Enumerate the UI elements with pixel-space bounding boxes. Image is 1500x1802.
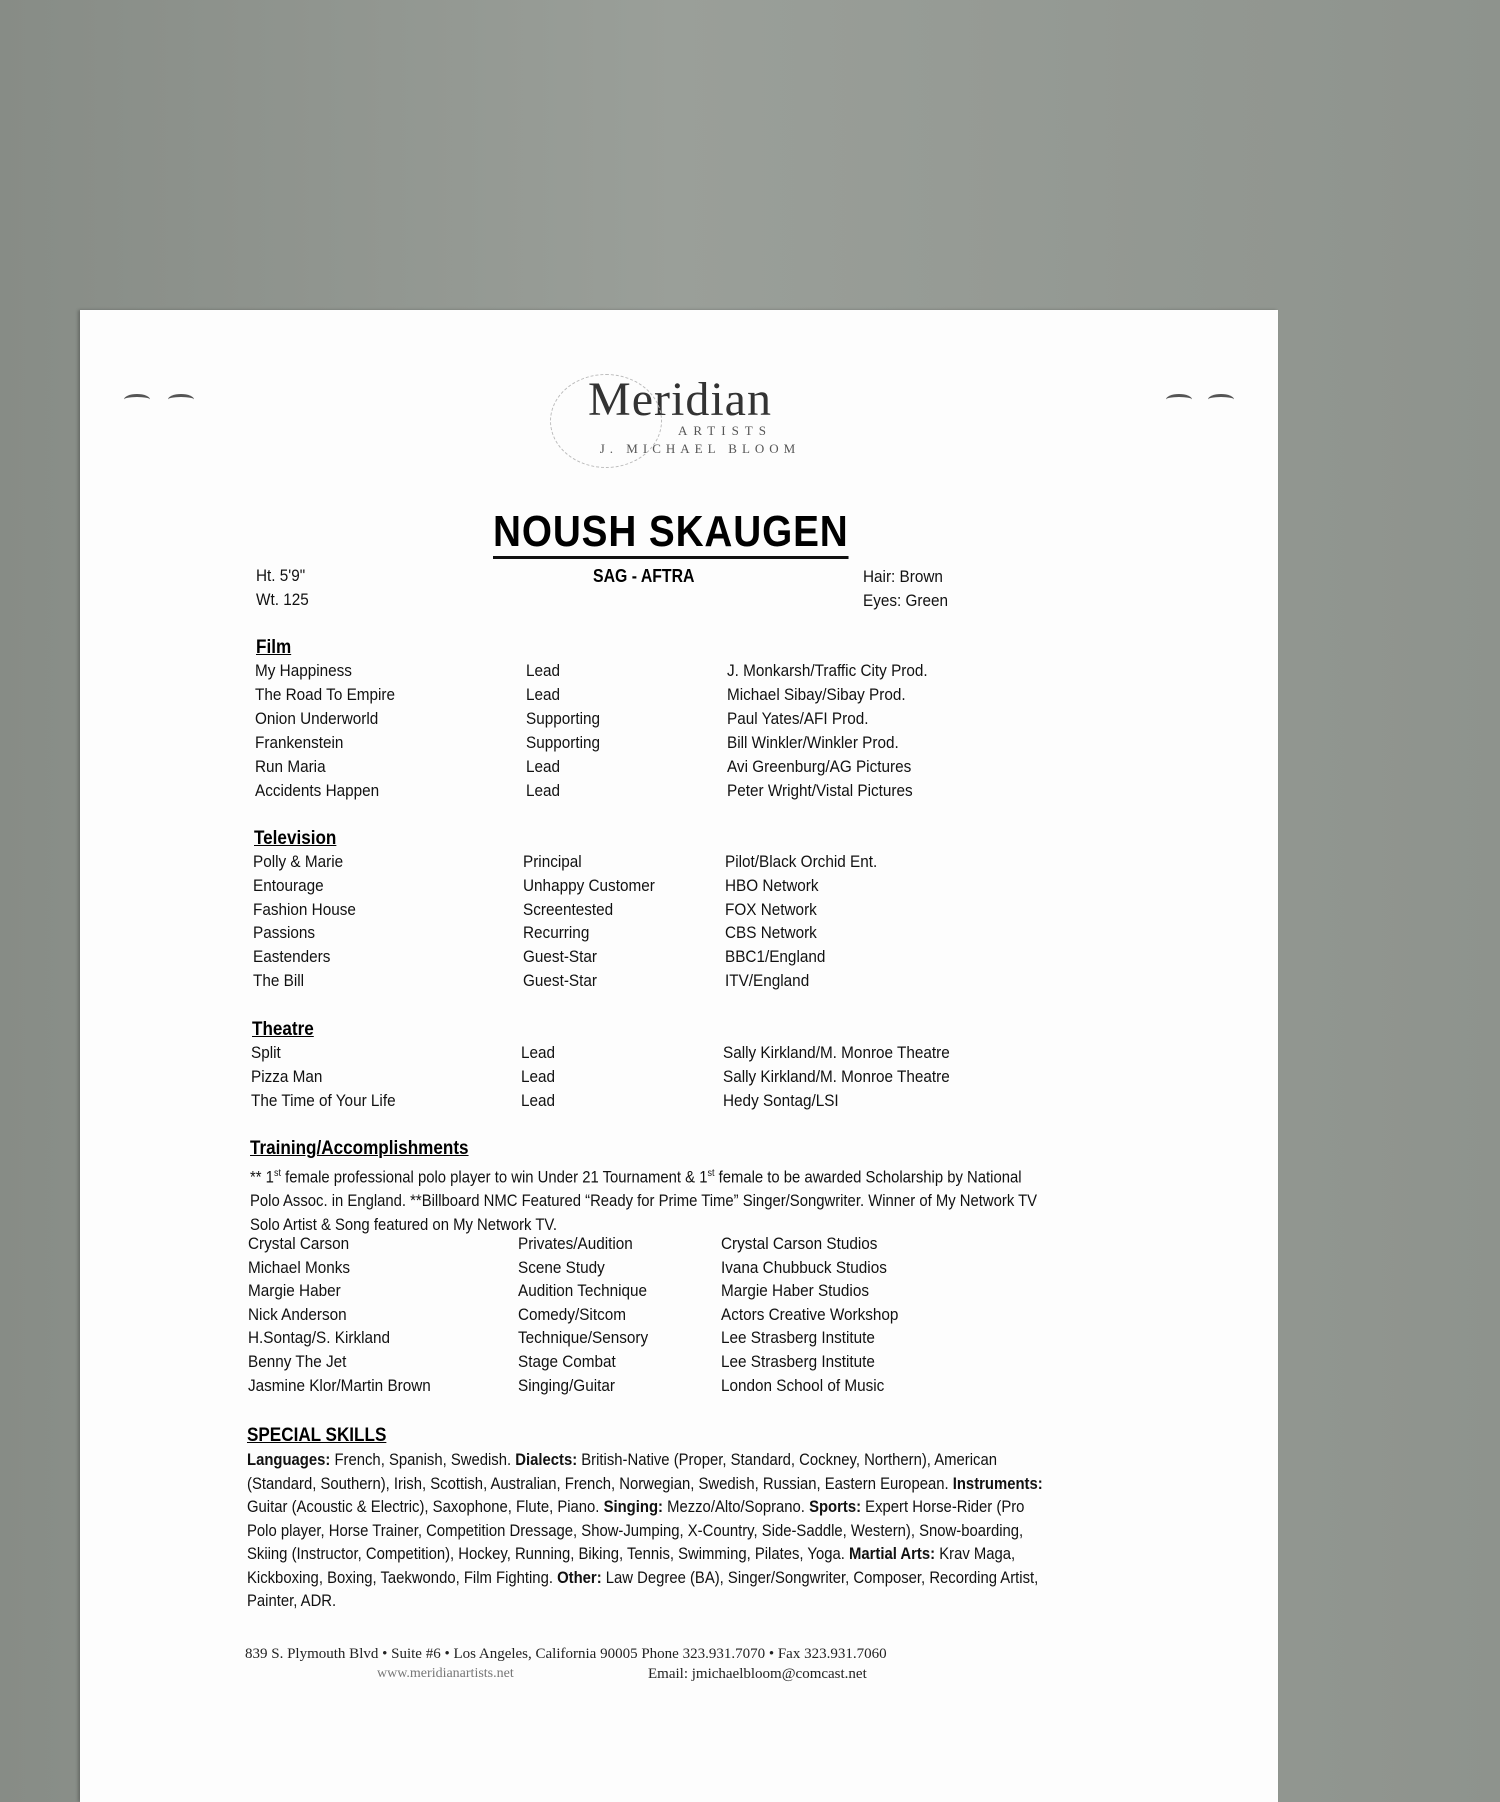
skills-paragraph: Languages: French, Spanish, Swedish. Dialects: British-Native (Proper, Standard, Cockney, Northern), American (Standard, Southern), Irish, Scottish, Australian, French, Norwegian, Swedish, Russian, Eastern European. Instruments: Guitar (Acoustic & Electric), Saxophone, Flute, Piano. Singing: Mezzo/Alto/Soprano. Sports: Expert Horse-Rider (Pro Polo player, Horse Trainer, Competition Dressage, Show-Jumping, X-Country, Side-Saddle, Western), Snow-boarding, Skiing (Instructor, Competition), Hockey, Running, Biking, Tennis, Swimming, Pilates, Yoga. Martial Arts: Krav Maga, Kickboxing, Boxing, Taekwondo, Film Fighting. Other: Law Degree (BA), Singer/Songwriter, Composer, Recording Artist, Painter, ADR.	[247, 1451, 1043, 1610]
union-affiliation: SAG - AFTRA	[593, 566, 695, 586]
credit-role: Screentested	[523, 899, 614, 919]
credit-row	[80, 685, 1278, 709]
credit-row	[80, 1281, 1278, 1305]
credit-row	[80, 709, 1278, 733]
binder-hole-mark	[168, 394, 194, 405]
credit-title: My Happiness	[255, 661, 352, 680]
credit-title: Entourage	[253, 875, 324, 895]
credit-company: BBC1/England	[725, 947, 826, 967]
credit-row	[80, 733, 1278, 757]
credit-role: Singing/Guitar	[518, 1375, 615, 1395]
agency-logo	[510, 372, 850, 457]
credit-role: Guest-Star	[523, 971, 597, 990]
credit-title: Run Maria	[255, 757, 326, 776]
credit-company: London School of Music	[721, 1375, 885, 1395]
credit-company: J. Monkarsh/Traffic City Prod.	[727, 661, 928, 680]
credit-row	[80, 923, 1278, 947]
credit-title: Passions	[253, 923, 316, 943]
credit-role: Lead	[526, 781, 561, 800]
credit-row	[80, 757, 1278, 781]
weight-stat: Wt. 125	[256, 590, 309, 609]
section-title: Film	[256, 637, 292, 658]
credit-role: Technique/Sensory	[518, 1328, 649, 1348]
credit-company: Michael Sibay/Sibay Prod.	[727, 685, 906, 704]
credit-role: Lead	[526, 757, 561, 776]
credit-row	[80, 971, 1278, 995]
hair-stat: Hair: Brown	[863, 567, 943, 586]
credit-role: Lead	[521, 1066, 556, 1086]
credit-company: Actors Creative Workshop	[721, 1304, 899, 1324]
skill-label: Other:	[557, 1568, 602, 1587]
height-stat: Ht. 5'9"	[256, 566, 306, 585]
credit-role: Supporting	[526, 733, 601, 752]
eyes-stat: Eyes: Green	[863, 591, 949, 610]
section-title: Theatre	[252, 1019, 314, 1040]
credit-title: Margie Haber	[248, 1281, 341, 1301]
credit-company: ITV/England	[725, 971, 810, 990]
credit-title: The Time of Your Life	[251, 1090, 396, 1110]
credit-title: Crystal Carson	[248, 1234, 350, 1253]
skill-label: Instruments:	[952, 1474, 1043, 1493]
logo-ring	[550, 374, 662, 468]
credit-title: H.Sontag/S. Kirkland	[248, 1328, 391, 1348]
credit-title: Benny The Jet	[248, 1352, 347, 1371]
credit-row	[80, 1376, 1278, 1400]
credit-row	[80, 1091, 1278, 1115]
credit-row	[80, 781, 1278, 805]
credit-company: Avi Greenburg/AG Pictures	[727, 757, 912, 776]
skill-label: Sports:	[809, 1498, 862, 1516]
accomplishments-paragraph: ** 1st female professional polo player to win Under 21 Tournament & 1st female to be awarded Scholarship by National Polo Assoc. in England. **Billboard NMC Featured “Ready for Prime Time” Singer/Songwriter. Winner of My Network TV Solo Artist & Song featured on My Network TV.	[250, 1168, 1038, 1234]
credit-row	[80, 1352, 1278, 1376]
credit-company: Ivana Chubbuck Studios	[721, 1257, 887, 1277]
logo-sub: ARTISTS	[678, 423, 772, 438]
credit-company: HBO Network	[725, 875, 819, 895]
credit-role: Lead	[526, 685, 561, 704]
credit-role: Privates/Audition	[518, 1234, 633, 1253]
credit-title: Michael Monks	[248, 1257, 351, 1277]
credit-title: Nick Anderson	[248, 1304, 347, 1324]
skill-label: Singing:	[603, 1498, 663, 1516]
credit-company: CBS Network	[725, 923, 817, 943]
credit-title: Frankenstein	[255, 733, 344, 752]
credit-role: Audition Technique	[518, 1281, 648, 1301]
credit-company: Sally Kirkland/M. Monroe Theatre	[723, 1043, 950, 1062]
credit-title: Eastenders	[253, 947, 331, 967]
credit-row	[80, 1043, 1278, 1067]
credit-role: Lead	[521, 1090, 556, 1110]
credit-title: The Road To Empire	[255, 685, 396, 704]
credit-company: Peter Wright/Vistal Pictures	[727, 781, 913, 800]
credit-row	[80, 1328, 1278, 1352]
credit-role: Lead	[526, 661, 561, 680]
credit-role: Scene Study	[518, 1257, 605, 1277]
credit-company: Paul Yates/AFI Prod.	[727, 709, 869, 728]
credit-row	[80, 876, 1278, 900]
credit-company: Margie Haber Studios	[721, 1281, 869, 1301]
credit-title: Fashion House	[253, 899, 356, 919]
section-title: Training/Accomplishments	[250, 1138, 469, 1159]
credit-role: Lead	[521, 1043, 556, 1062]
section-title: SPECIAL SKILLS	[247, 1425, 387, 1446]
credit-title: Onion Underworld	[255, 709, 379, 728]
credit-title: Split	[251, 1043, 281, 1062]
credit-company: Bill Winkler/Winkler Prod.	[727, 733, 899, 752]
credit-row	[80, 1067, 1278, 1091]
credit-role: Recurring	[523, 923, 590, 943]
credit-row	[80, 1234, 1278, 1258]
agency-address: 839 S. Plymouth Blvd • Suite #6 • Los Angeles, California 90005 Phone 323.931.7070 • Fax 323.931.7060	[245, 1646, 887, 1662]
credit-company: FOX Network	[725, 899, 817, 919]
credit-title: Polly & Marie	[253, 852, 344, 871]
agency-email: Email: jmichaelbloom@comcast.net	[648, 1666, 867, 1682]
credit-company: Lee Strasberg Institute	[721, 1328, 875, 1348]
credit-role: Comedy/Sitcom	[518, 1304, 626, 1324]
resume-page	[80, 310, 1278, 1802]
skill-label: Dialects:	[515, 1451, 578, 1469]
credit-role: Supporting	[526, 709, 601, 728]
actor-name: NOUSH SKAUGEN	[493, 508, 849, 559]
logo-agent: J. MICHAEL BLOOM	[599, 441, 801, 456]
credit-row	[80, 900, 1278, 924]
credit-role: Principal	[523, 852, 582, 871]
skill-label: Languages:	[247, 1451, 331, 1469]
credit-row	[80, 947, 1278, 971]
credit-title: Jasmine Klor/Martin Brown	[248, 1375, 431, 1395]
binder-hole-mark	[1208, 394, 1234, 405]
section-title: Television	[254, 828, 337, 849]
credit-row	[80, 852, 1278, 876]
credit-row	[80, 1305, 1278, 1329]
logo-name: Meridian	[588, 373, 772, 426]
skill-label: Martial Arts:	[848, 1545, 936, 1563]
credit-title: The Bill	[253, 971, 305, 990]
agency-website: www.meridianartists.net	[377, 1666, 514, 1681]
credit-row	[80, 661, 1278, 685]
credit-company: Crystal Carson Studios	[721, 1234, 878, 1253]
credit-title: Pizza Man	[251, 1066, 323, 1086]
binder-hole-mark	[124, 394, 150, 405]
credit-title: Accidents Happen	[255, 781, 380, 800]
credit-company: Pilot/Black Orchid Ent.	[725, 852, 878, 871]
credit-role: Guest-Star	[523, 947, 597, 967]
credit-company: Hedy Sontag/LSI	[723, 1090, 839, 1110]
credit-role: Stage Combat	[518, 1352, 616, 1371]
binder-hole-mark	[1166, 394, 1192, 405]
credit-row	[80, 1258, 1278, 1282]
credit-role: Unhappy Customer	[523, 875, 655, 895]
credit-company: Sally Kirkland/M. Monroe Theatre	[723, 1066, 950, 1086]
credit-company: Lee Strasberg Institute	[721, 1352, 875, 1371]
